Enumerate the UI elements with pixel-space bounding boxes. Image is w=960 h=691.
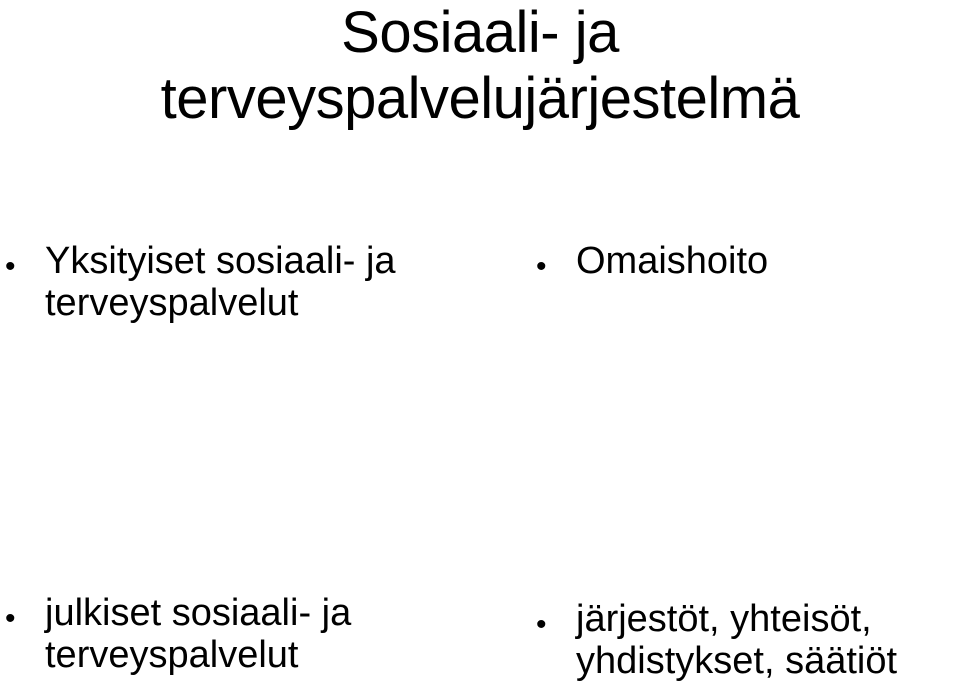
slide-title (0, 0, 960, 132)
bullet-text-line-1: julkiset sosiaali- ja (45, 592, 352, 634)
bullet-private-services (5, 240, 396, 324)
bullet-dot-icon: • (5, 250, 16, 283)
bullet-dot-icon: • (536, 608, 547, 641)
bullet-text-line-2: yhdistykset, säätiöt (576, 640, 898, 682)
bullet-public-services (5, 592, 352, 676)
bullet-text-line-1: Yksityiset sosiaali- ja (45, 240, 396, 282)
bullet-organizations (536, 598, 898, 682)
bullet-text-line-1: järjestöt, yhteisöt, (576, 598, 872, 640)
bullet-dot-icon: • (536, 250, 547, 283)
bullet-text-line-1: Omaishoito (576, 240, 769, 282)
bullet-dot-icon: • (5, 602, 16, 635)
bullet-text-line-2: terveyspalvelut (45, 282, 299, 324)
bullet-family-care (536, 240, 769, 283)
slide-title-line-2: terveyspalvelujärjestelmä (160, 66, 800, 131)
slide-title-line-1: Sosiaali- ja (341, 0, 619, 65)
bullet-text-line-2: terveyspalvelut (45, 634, 299, 676)
